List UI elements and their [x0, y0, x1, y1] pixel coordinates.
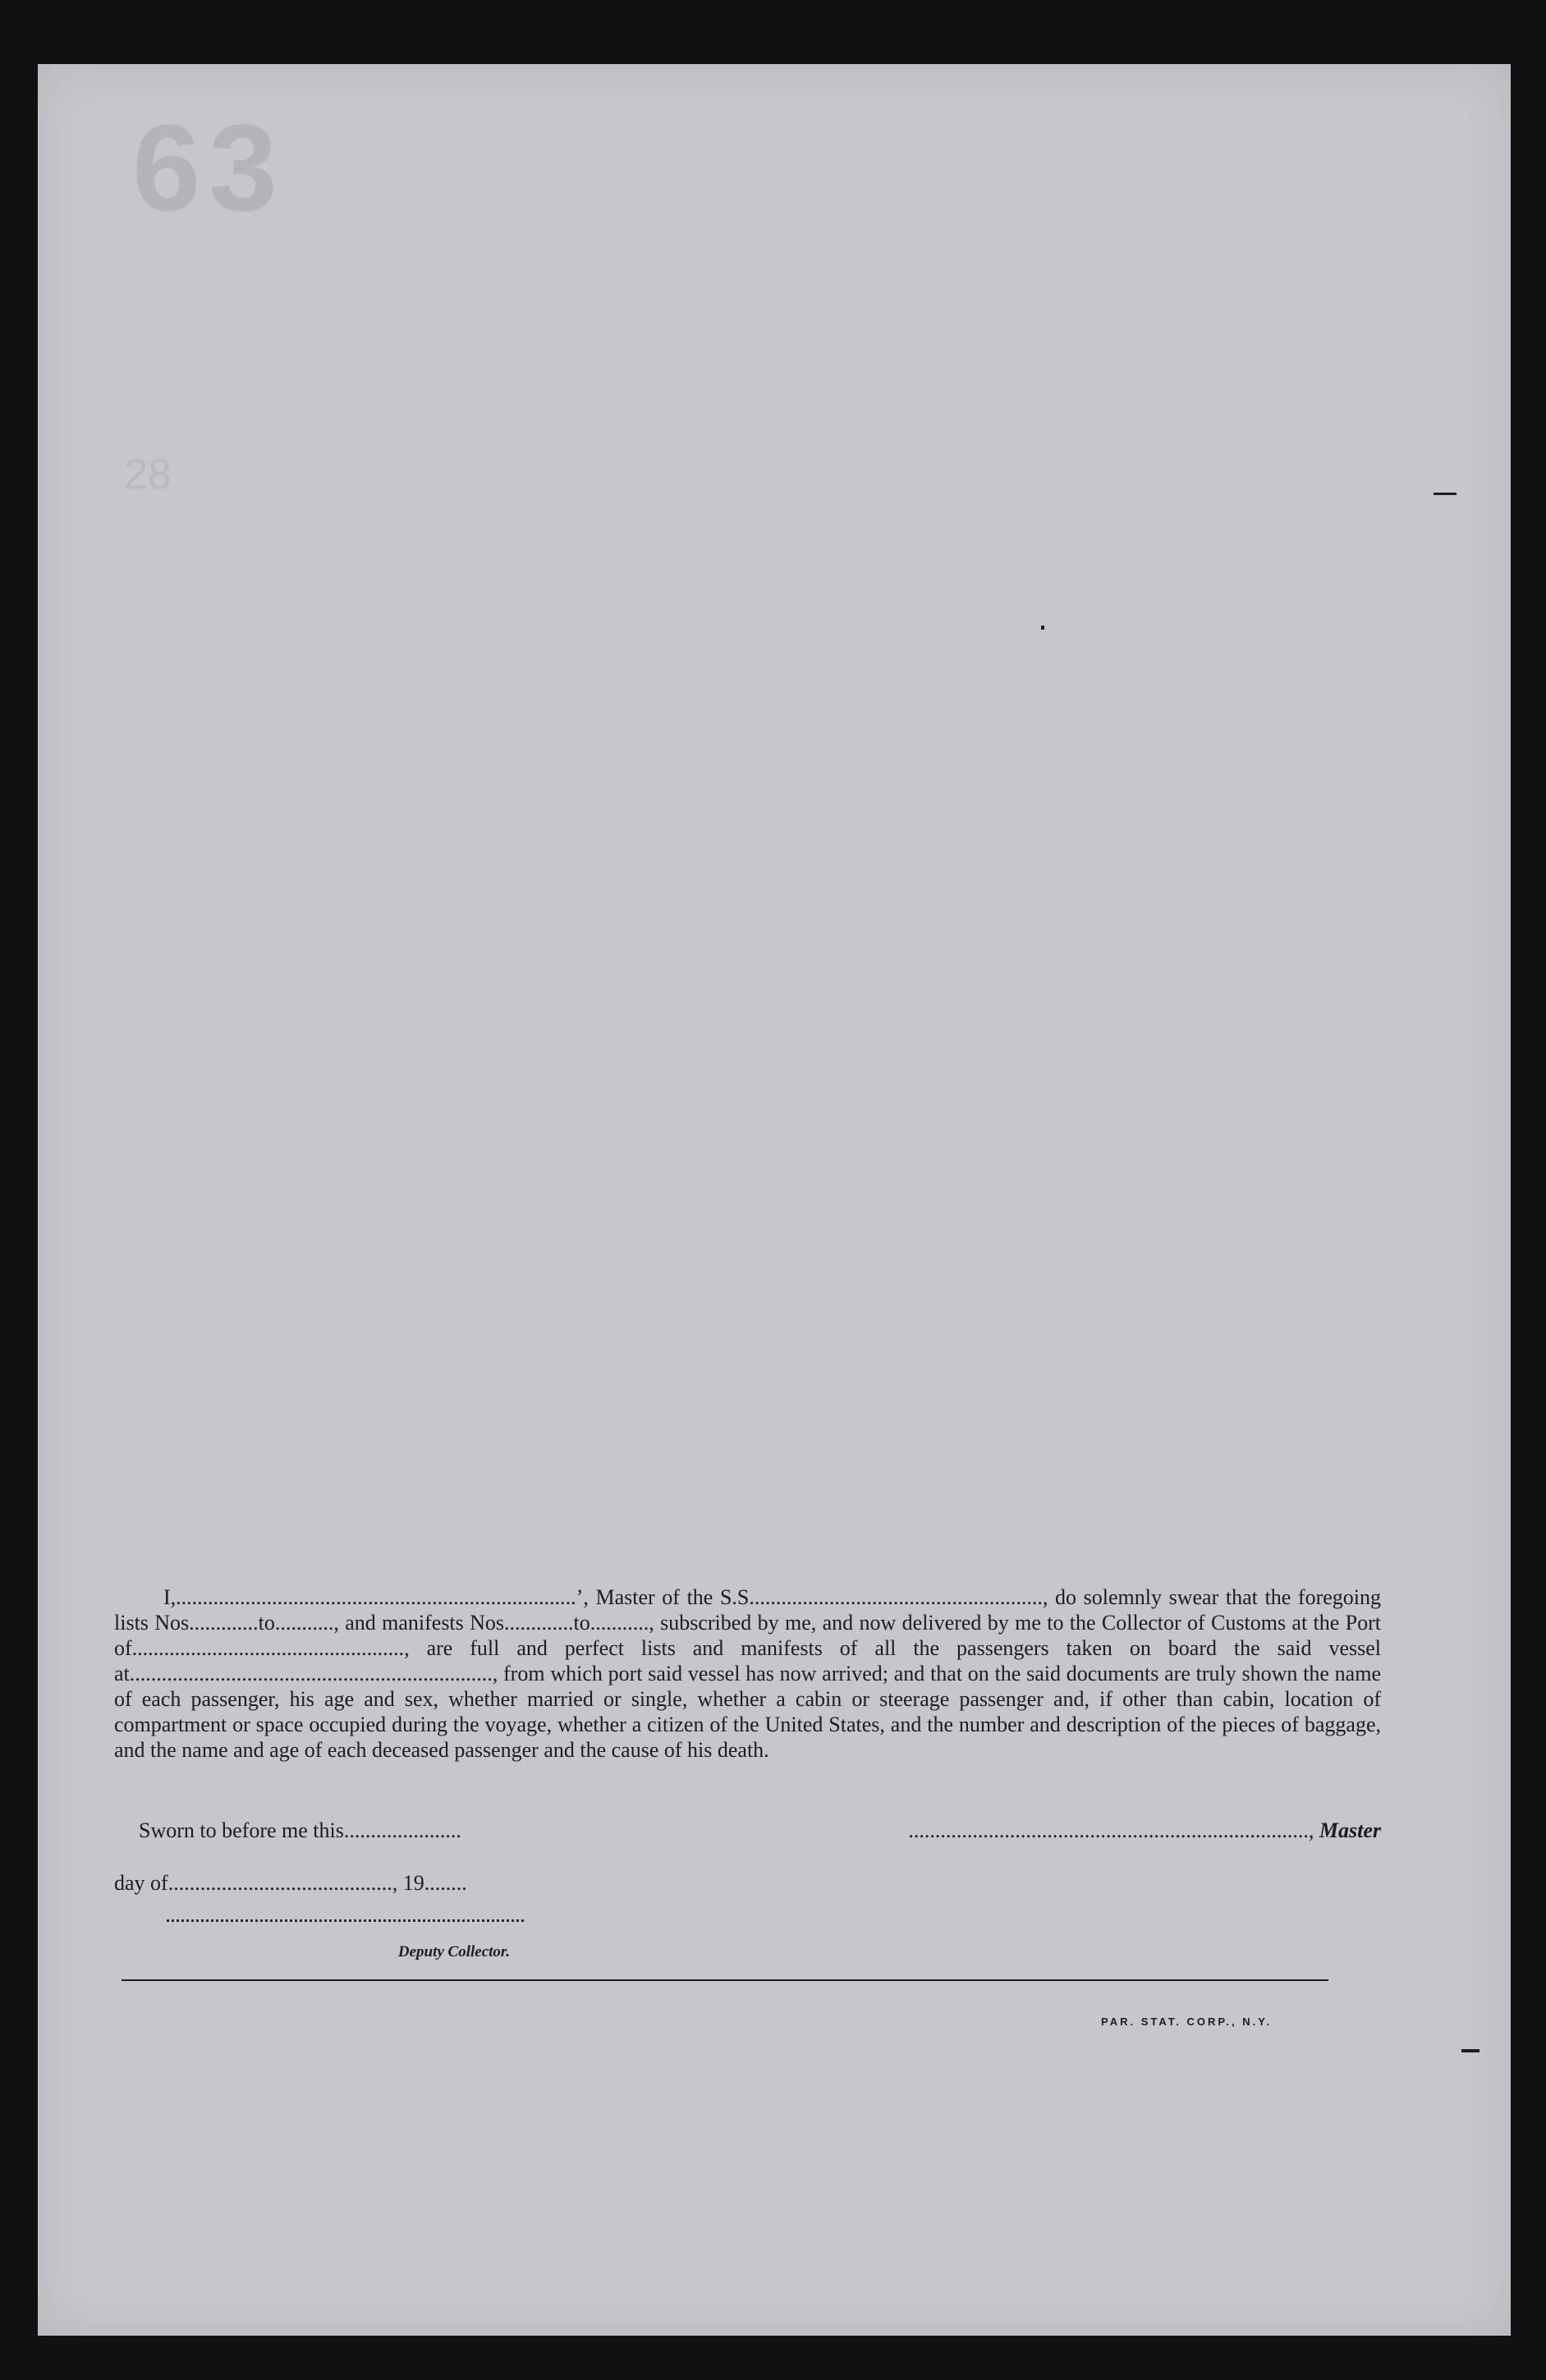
faded-page-number: 28 — [124, 451, 172, 498]
sworn-before-line: Sworn to before me this...................... — [139, 1818, 461, 1842]
master-title: Master — [1319, 1818, 1381, 1842]
margin-mark — [1434, 493, 1457, 495]
master-signature-blank: ..........................................................................., — [908, 1818, 1319, 1842]
oath-paragraph — [114, 1584, 1381, 1763]
day-of-line: day of.........................................., 19........ — [114, 1871, 467, 1895]
deputy-collector-label: Deputy Collector. — [397, 1943, 510, 1960]
document-page — [38, 64, 1511, 2336]
faded-stamp-number: 63 — [132, 99, 286, 236]
oath-text: I,...........................................................................’, Master of the S.S......................................................., do solemnly swear that the foregoing lists Nos.............to..........., and manifests Nos.............to..........., subscribed by me, and now delivered by me to the Collector of Customs at the Port of..................................................., are full and perfect lists and manifests of all the passengers taken on board the said vessel at...................................................................., from which port said vessel has now arrived; and that on the said documents are truly shown the name of each passenger, his age and sex, whether married or single, whether a cabin or steerage passenger and, if other than cabin, location of compartment or space occupied during the voyage, whether a citizen of the United States, and the number and description of the pieces of baggage, and the name and age of each deceased passenger and the cause of his death. — [114, 1585, 1381, 1762]
printer-imprint: PAR. STAT. CORP., N.Y. — [1101, 2015, 1273, 2028]
speck-mark — [1041, 626, 1044, 630]
master-signature-line — [841, 1818, 1381, 1843]
margin-mark — [1461, 2049, 1479, 2052]
deputy-signature-line — [167, 1919, 524, 1922]
bottom-rule — [122, 1979, 1328, 1981]
